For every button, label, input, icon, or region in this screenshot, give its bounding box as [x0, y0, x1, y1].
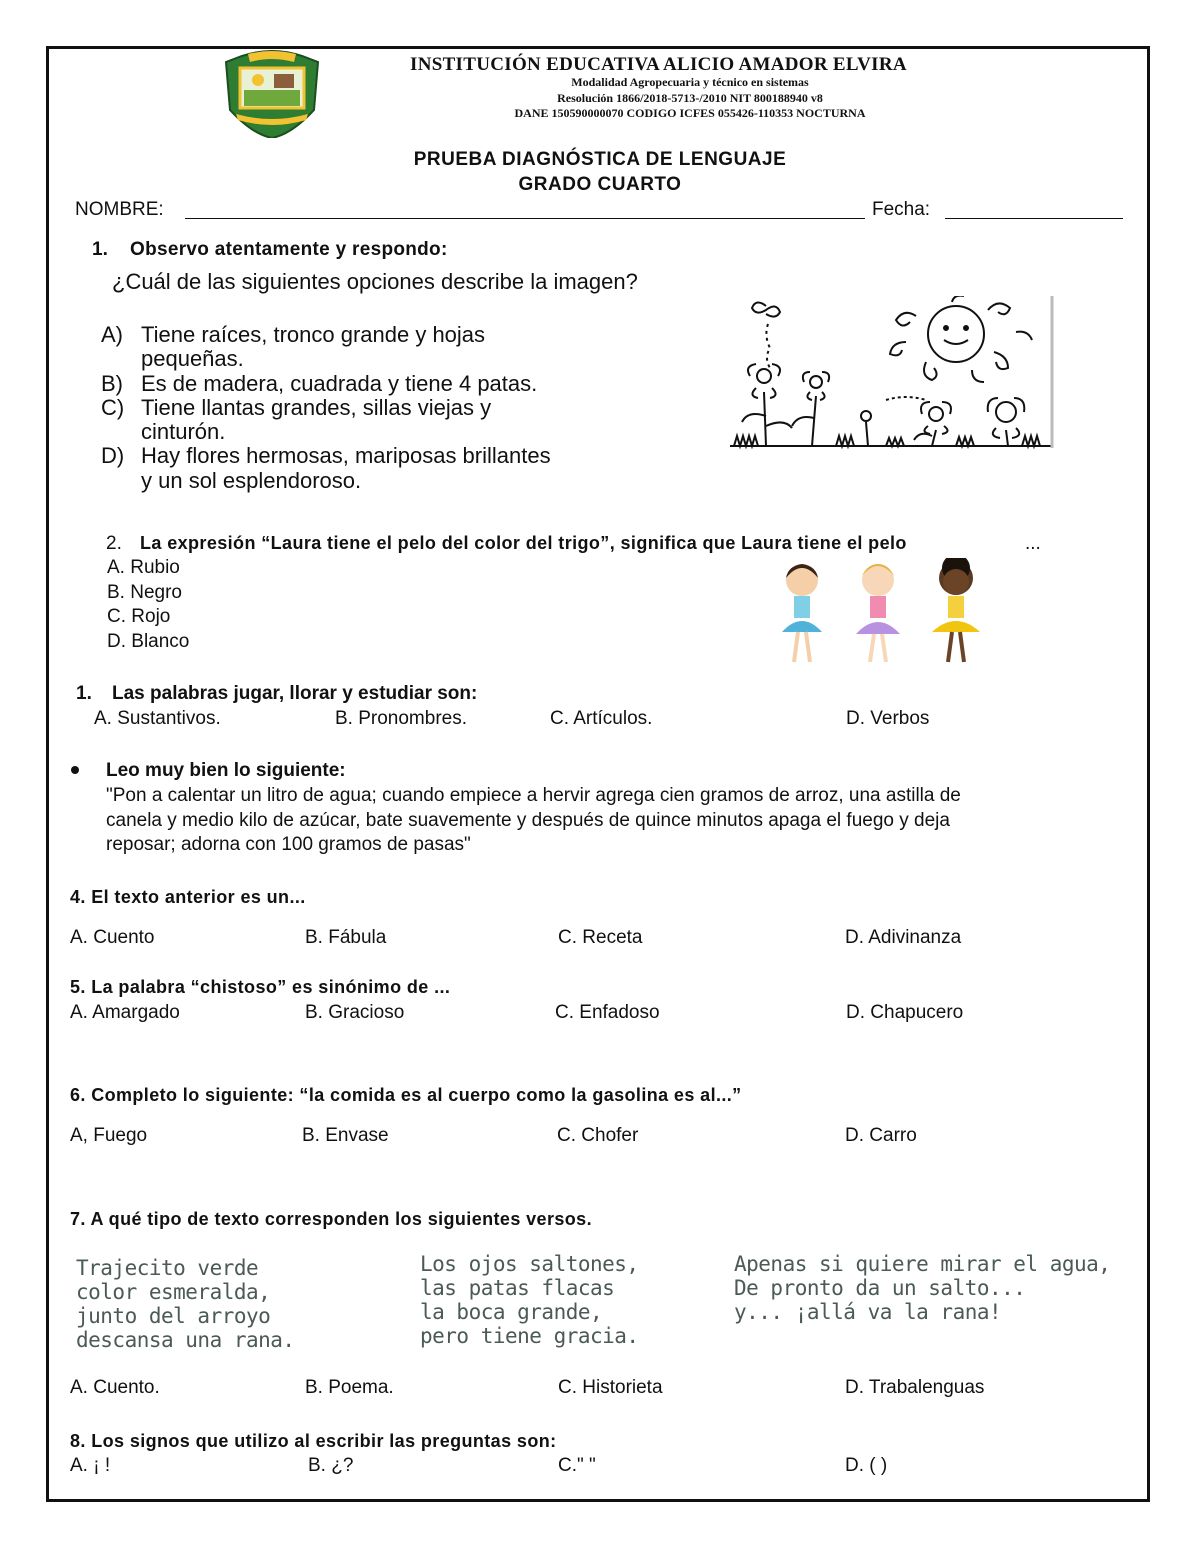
- q1-option-c-line2: cinturón.: [141, 419, 226, 444]
- flowers-sun-drawing: [726, 296, 1056, 451]
- q5-option-d[interactable]: D. Chapucero: [846, 1002, 964, 1023]
- q6-option-b[interactable]: B. Envase: [302, 1125, 389, 1146]
- q1-option-a-line2: pequeñas.: [141, 346, 244, 371]
- q2-number: 2.: [106, 533, 122, 554]
- q7-option-d[interactable]: D. Trabalenguas: [845, 1377, 985, 1398]
- q4-text: 4. El texto anterior es un...: [70, 887, 306, 907]
- q1-option-letter: C): [101, 395, 125, 420]
- test-title: PRUEBA DIAGNÓSTICA DE LENGUAJE: [413, 149, 787, 170]
- q8-option-d[interactable]: D. ( ): [845, 1455, 888, 1476]
- institution-name: INSTITUCIÓN EDUCATIVA ALICIO AMADOR ELVIRA: [410, 54, 907, 75]
- q4-option-d[interactable]: D. Adivinanza: [845, 927, 962, 948]
- bullet: [71, 766, 79, 774]
- q7-option-a[interactable]: A. Cuento.: [70, 1377, 160, 1398]
- q8-option-c[interactable]: C." ": [558, 1455, 596, 1476]
- q5-option-a[interactable]: A. Amargado: [70, 1002, 180, 1023]
- q2-ellipsis: ...: [1025, 533, 1041, 554]
- q1-title: Observo atentamente y respondo:: [130, 239, 448, 260]
- q1-number: 1.: [92, 239, 108, 260]
- resolution: Resolución 1866/2018-5713-/2010 NIT 800188940 v8: [557, 91, 823, 105]
- q1-option-letter: B): [101, 371, 123, 396]
- date-label: Fecha:: [872, 199, 931, 220]
- q1-option-letter: A): [101, 322, 123, 347]
- reading-line: reposar; adorna con 100 gramos de pasas": [106, 834, 471, 855]
- reading-line: "Pon a calentar un litro de agua; cuando empiece a hervir agrega cien gramos de arroz, una astilla de: [106, 785, 961, 806]
- grade-title: GRADO CUARTO: [518, 174, 682, 195]
- q5-option-c[interactable]: C. Enfadoso: [555, 1002, 660, 1023]
- q4-option-a[interactable]: A. Cuento: [70, 927, 155, 948]
- verse-block: Apenas si quiere mirar el agua, De pronto da un salto... y... ¡allá va la rana!: [734, 1252, 1111, 1324]
- name-field[interactable]: [185, 197, 865, 219]
- q1-option-d-line1[interactable]: Hay flores hermosas, mariposas brillantes: [141, 443, 551, 468]
- q1-option-c-line1[interactable]: Tiene llantas grandes, sillas viejas y: [141, 395, 492, 420]
- three-girls-illustration: [760, 558, 1000, 666]
- date-field[interactable]: [945, 197, 1123, 219]
- q4-option-c[interactable]: C. Receta: [558, 927, 643, 948]
- q2-option-b[interactable]: B. Negro: [107, 582, 182, 603]
- q6-option-a[interactable]: A, Fuego: [70, 1125, 148, 1146]
- q8-option-a[interactable]: A. ¡ !: [70, 1455, 111, 1476]
- q1-option-d-line2: y un sol esplendoroso.: [141, 468, 362, 493]
- q2-option-d[interactable]: D. Blanco: [107, 631, 190, 652]
- verse-block: Los ojos saltones, las patas flacas la boca grande, pero tiene gracia.: [420, 1252, 639, 1348]
- dane-code: DANE 150590000070 CODIGO ICFES 055426-110353 NOCTURNA: [514, 106, 866, 120]
- q7-option-b[interactable]: B. Poema.: [305, 1377, 394, 1398]
- q6-text: 6. Completo lo siguiente: “la comida es al cuerpo como la gasolina es al...”: [70, 1085, 742, 1105]
- reading-line: canela y medio kilo de azúcar, bate suavemente y después de quince minutos apaga el fuego y deja: [106, 810, 950, 831]
- q7-text: 7. A qué tipo de texto corresponden los siguientes versos.: [70, 1209, 592, 1229]
- q3-option-b[interactable]: B. Pronombres.: [335, 708, 467, 729]
- q3-number: 1.: [76, 683, 92, 704]
- school-shield-logo: [222, 50, 322, 138]
- q1-option-a-line1[interactable]: Tiene raíces, tronco grande y hojas: [141, 322, 486, 347]
- q3-option-c[interactable]: C. Artículos.: [550, 708, 653, 729]
- modality: Modalidad Agropecuaria y técnico en sistemas: [571, 75, 809, 89]
- name-label: NOMBRE:: [75, 199, 164, 220]
- q2-option-c[interactable]: C. Rojo: [107, 606, 171, 627]
- q2-text: La expresión “Laura tiene el pelo del color del trigo”, significa que Laura tiene el pelo: [140, 533, 907, 553]
- reading-title: Leo muy bien lo siguiente:: [106, 760, 346, 781]
- q1-question: ¿Cuál de las siguientes opciones describe la imagen?: [112, 269, 638, 294]
- q5-text: 5. La palabra “chistoso” es sinónimo de ...: [70, 977, 451, 997]
- q7-option-c[interactable]: C. Historieta: [558, 1377, 663, 1398]
- q2-option-a[interactable]: A. Rubio: [107, 557, 180, 578]
- q3-option-d[interactable]: D. Verbos: [846, 708, 930, 729]
- q4-option-b[interactable]: B. Fábula: [305, 927, 387, 948]
- q8-option-b[interactable]: B. ¿?: [308, 1455, 354, 1476]
- q6-option-d[interactable]: D. Carro: [845, 1125, 917, 1146]
- verse-block: Trajecito verde color esmeralda, junto del arroyo descansa una rana.: [76, 1256, 295, 1352]
- q1-option-b-line1[interactable]: Es de madera, cuadrada y tiene 4 patas.: [141, 371, 538, 396]
- q6-option-c[interactable]: C. Chofer: [557, 1125, 639, 1146]
- q8-text: 8. Los signos que utilizo al escribir las preguntas son:: [70, 1431, 557, 1451]
- q5-option-b[interactable]: B. Gracioso: [305, 1002, 405, 1023]
- q1-option-letter: D): [101, 443, 125, 468]
- q3-text: Las palabras jugar, llorar y estudiar son:: [112, 683, 478, 704]
- q3-option-a[interactable]: A. Sustantivos.: [94, 708, 221, 729]
